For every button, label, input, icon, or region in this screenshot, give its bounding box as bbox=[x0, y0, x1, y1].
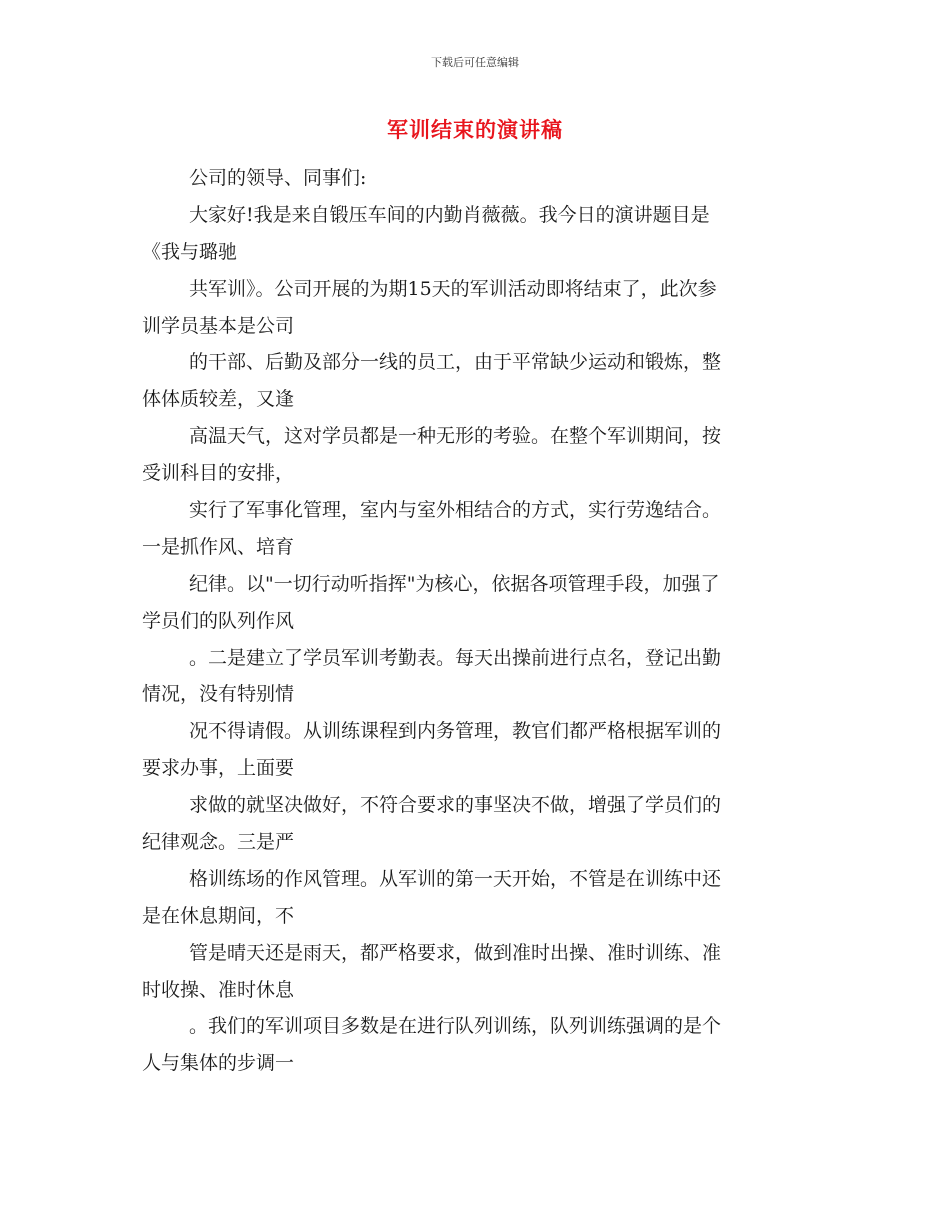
body-line: 《我与璐驰 bbox=[142, 240, 238, 263]
body-line: 人与集体的步调一 bbox=[142, 1052, 295, 1075]
body-line: 。二是建立了学员军训考勤表。每天出操前进行点名，登记出勤 bbox=[189, 646, 722, 669]
body-line: 况不得请假。从训练课程到内务管理，教官们都严格根据军训的 bbox=[189, 720, 722, 743]
body-line: 纪律观念。三是严 bbox=[142, 831, 295, 854]
body-line: 大家好!我是来自锻压车间的内勤肖薇薇。我今日的演讲题目是 bbox=[189, 203, 710, 226]
body-line: 体体质较差，又逢 bbox=[142, 388, 295, 411]
body-line: 的干部、后勤及部分一线的员工，由于平常缺少运动和锻炼，整 bbox=[189, 351, 722, 374]
body-line: 学员们的队列作风 bbox=[142, 609, 295, 632]
body-line: 情况，没有特别情 bbox=[142, 683, 295, 706]
body-line: 。我们的军训项目多数是在进行队列训练，队列训练强调的是个 bbox=[189, 1015, 722, 1038]
body-line: 受训科目的安排， bbox=[142, 462, 295, 485]
document-body bbox=[142, 160, 822, 1082]
body-line: 时收操、准时休息 bbox=[142, 978, 295, 1001]
body-line: 格训练场的作风管理。从军训的第一天开始，不管是在训练中还 bbox=[189, 867, 722, 890]
body-line: 共军训》。公司开展的为期15天的军训活动即将结束了，此次参 bbox=[189, 277, 717, 300]
body-line: 纪律。以"一切行动听指挥"为核心，依据各项管理手段，加强了 bbox=[189, 572, 720, 595]
body-line: 要求办事，上面要 bbox=[142, 757, 295, 780]
document-title: 军训结束的演讲稿 bbox=[387, 118, 563, 142]
body-line: 管是晴天还是雨天，都严格要求，做到准时出操、准时训练、准 bbox=[189, 941, 722, 964]
body-line: 公司的领导、同事们: bbox=[189, 167, 367, 189]
body-line: 训学员基本是公司 bbox=[142, 314, 295, 337]
page-header-note: 下载后可任意编辑 bbox=[431, 56, 519, 69]
body-line: 高温天气，这对学员都是一种无形的考验。在整个军训期间，按 bbox=[189, 425, 722, 448]
body-line: 实行了军事化管理，室内与室外相结合的方式，实行劳逸结合。 bbox=[189, 499, 722, 522]
body-line: 是在休息期间，不 bbox=[142, 904, 295, 927]
body-line: 一是抓作风、培育 bbox=[142, 535, 295, 558]
body-line: 求做的就坚决做好，不符合要求的事坚决不做，增强了学员们的 bbox=[189, 794, 722, 817]
